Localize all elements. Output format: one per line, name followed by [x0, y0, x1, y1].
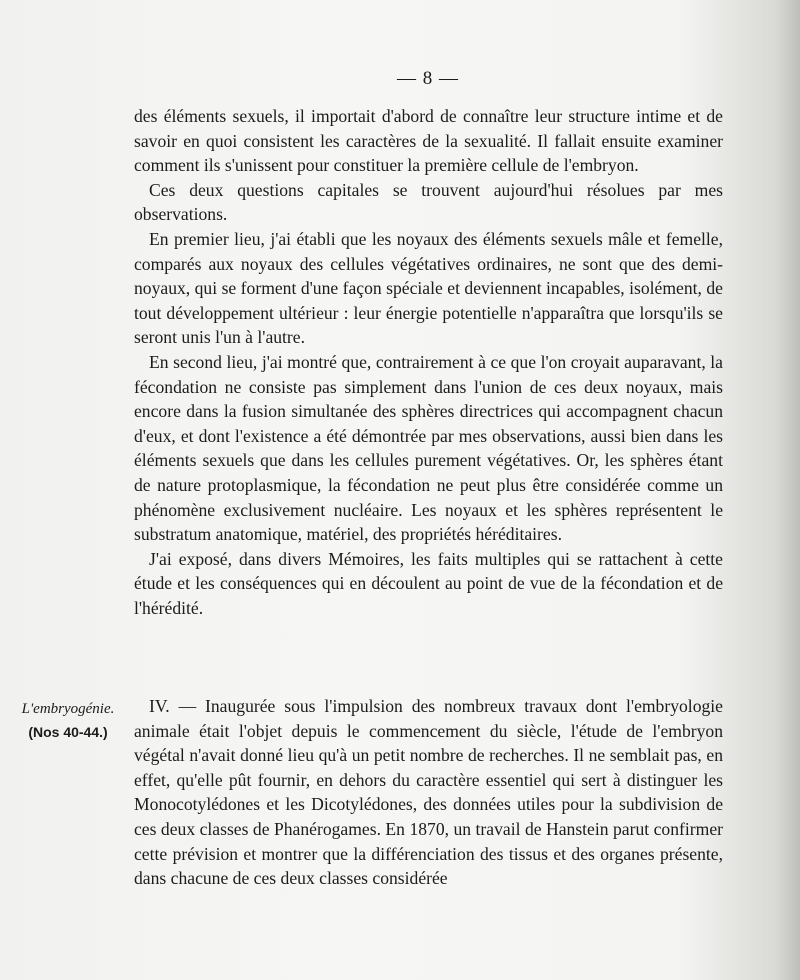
- paragraph: Ces deux questions capitales se trouvent aujourd'hui résolues par mes observations.: [134, 179, 723, 225]
- paragraph: En second lieu, j'ai montré que, contrairement à ce que l'on croyait auparavant, la fécondation ne consiste pas simplement dans l'union de ces deux noyaux, mais encore dans la fusion simultanée des sphères directrices qui accompagnent chacun d'eux, et dont l'existence a été démontrée par mes observations, aussi bien dans les éléments sexuels que dans les cellules purement végétatives. Or, les sphères étant de nature protoplasmique, la fécondation ne peut plus être considérée comme un phénomène exclusivement nucléaire. Les noyaux et les sphères représentent le substratum anatomique, matériel, des propriétés héréditaires.: [134, 351, 723, 545]
- paragraph-section-iv: IV. — Inaugurée sous l'impulsion des nombreux travaux dont l'embryologie animale était l'objet depuis le commencement du siècle, l'étude de l'embryon végétal n'avait donné lieu qu'à un petit nombre de recherches. Il ne semblait pas, en effet, qu'elle pût fournir, en dehors du caractère essentiel qui sert à distinguer les Monocotylédones et les Dicotylédones, des données utiles pour la subdivision de ces deux classes de Phanérogames. En 1870, un travail de Hanstein parut confirmer cette prévision et montrer que la différenciation des tissus et des organes présente, dans chacune de ces deux classes considérée: [134, 696, 723, 889]
- margin-note-title: L'embryogénie.: [21, 701, 115, 717]
- paragraph-continued: des éléments sexuels, il importait d'abord de connaître leur structure intime et de savoir en quoi consistent les caractères de la sexualité. Il fallait ensuite examiner comment ils s'unissent pour constituer la première cellule de l'embryon.: [134, 106, 723, 176]
- main-text-block: [134, 104, 723, 620]
- paragraph: En premier lieu, j'ai établi que les noyaux des éléments sexuels mâle et femelle, comparés aux noyaux des cellules végétatives ordinaires, ne sont que des demi-noyaux, qui se forment d'une façon spéciale et deviennent incapables, isolément, de tout développement ultérieur : leur énergie potentielle n'apparaîtra que lorsqu'ils se seront unis l'un à l'autre.: [134, 228, 723, 348]
- section-iv-text-block: [134, 694, 723, 891]
- margin-note: [18, 698, 118, 744]
- paragraph: J'ai exposé, dans divers Mémoires, les faits multiples qui se rattachent à cette étude et les conséquences qui en découlent au point de vue de la fécondation et de l'hérédité.: [134, 548, 723, 618]
- margin-note-reference: (Nos 40-44.): [28, 724, 108, 740]
- page-number: — 8 —: [397, 68, 459, 89]
